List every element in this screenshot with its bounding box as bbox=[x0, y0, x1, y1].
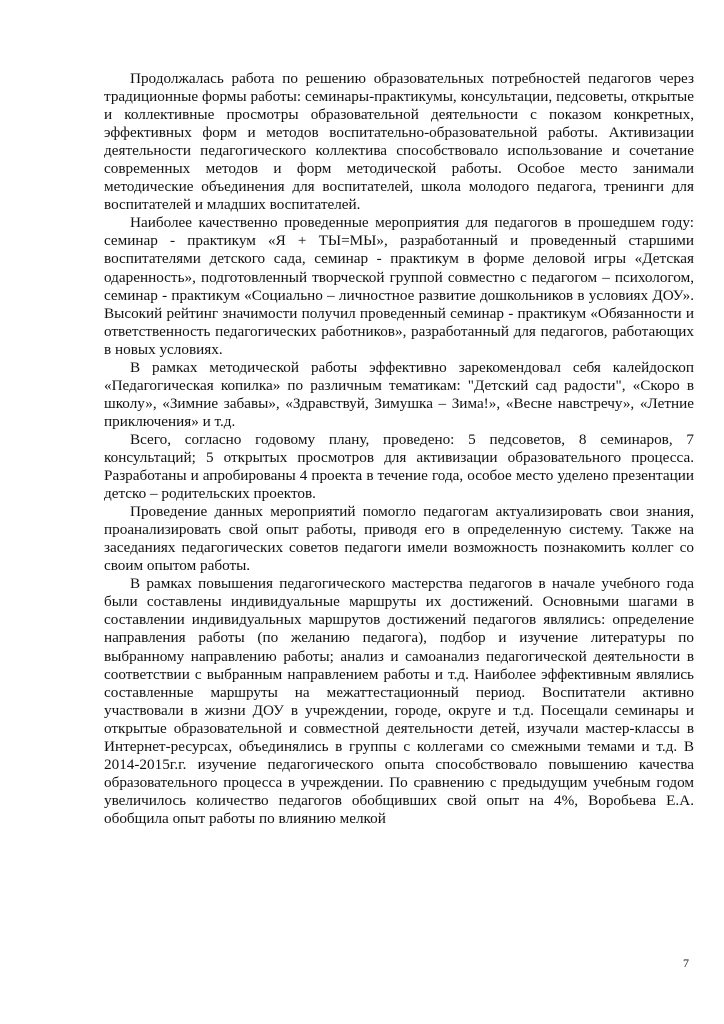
body-text bbox=[104, 70, 694, 828]
paragraph-annual-plan: Всего, согласно годовому плану, проведено: 5 педсоветов, 8 семинаров, 7 консультаций; 5 открытых просмотров для активизации образовательного процесса. Разработаны и апробированы 4 проекта в течение года, особое место уделено презентации детско – родительских проектов. bbox=[104, 430, 694, 503]
paragraph-results: Проведение данных мероприятий помогло педагогам актуализировать свои знания, проанализировать свой опыт работы, приводя его в определенную систему. Также на заседаниях педагогических советов педагоги имели возможность познакомить коллег со своим опытом работы. bbox=[104, 503, 694, 575]
paragraph-professional-growth: В рамках повышения педагогического мастерства педагогов в начале учебного года были составлены индивидуальные маршруты их достижений. Основными шагами в составлении индивидуальных маршрутов достижений педагогов являлись: определение направления работы (по желанию педагога), подбор и изучение литературы по выбранному направлению работы; анализ и самоанализ педагогической деятельности в соответствии с выбранным направлением работы и т.д. Наиболее эффективным являлись составленные маршруты на межаттестационный период. Воспитатели активно участвовали в жизни ДОУ в учреждении, городе, округе и т.д. Посещали семинары и открытые образовательной и совместной деятельности детей, изучали мастер-классы в Интернет-ресурсах, объединялись в группы с коллегами со смежными темами и т.д. В 2014-2015г.г. изучение педагогического опыта способствовало повышению качества образовательного процесса в учреждении. По сравнению с предыдущим учебным годом увеличилось количество педагогов обобщивших свой опыт на 4%, Воробьева Е.А. обобщила опыт работы по влиянию мелкой bbox=[104, 575, 694, 827]
paragraph-methodical-work: Продолжалась работа по решению образовательных потребностей педагогов через традиционные формы работы: семинары-практикумы, консультации, педсоветы, открытые и коллективные просмотры образовательной деятельности с показом конкретных, эффективных форм и методов воспитательно-образовательной работы. Активизации деятельности педагогического коллектива способствовало использование и сочетание современных методов и форм методической работы. Особое место занимали методические объединения для воспитателей, школа молодого педагога, тренинги для воспитателей и младших воспитателей. bbox=[104, 70, 694, 214]
page-number: 7 bbox=[683, 956, 689, 970]
paragraph-kaleidoscope: В рамках методической работы эффективно зарекомендовал себя калейдоскоп «Педагогическая копилка» по различным тематикам: "Детский сад радости", «Скоро в школу», «Зимние забавы», «Здравствуй, Зимушка – Зима!», «Весне навстречу», «Летние приключения» и т.д. bbox=[104, 358, 694, 430]
paragraph-seminars: Наиболее качественно проведенные мероприятия для педагогов в прошедшем году: семинар - практикум «Я + ТЫ=МЫ», разработанный и проведенный старшими воспитателями детского сада, семинар - практикум в форме деловой игры «Детская одаренность», подготовленный творческой группой совместно с педагогом – психологом, семинар - практикум «Социально – личностное развитие дошкольников в условиях ДОУ». Высокий рейтинг значимости получил проведенный семинар - практикум «Обязанности и ответственность педагогических работников», разработанный для педагогов, работающих в новых условиях. bbox=[104, 214, 694, 358]
